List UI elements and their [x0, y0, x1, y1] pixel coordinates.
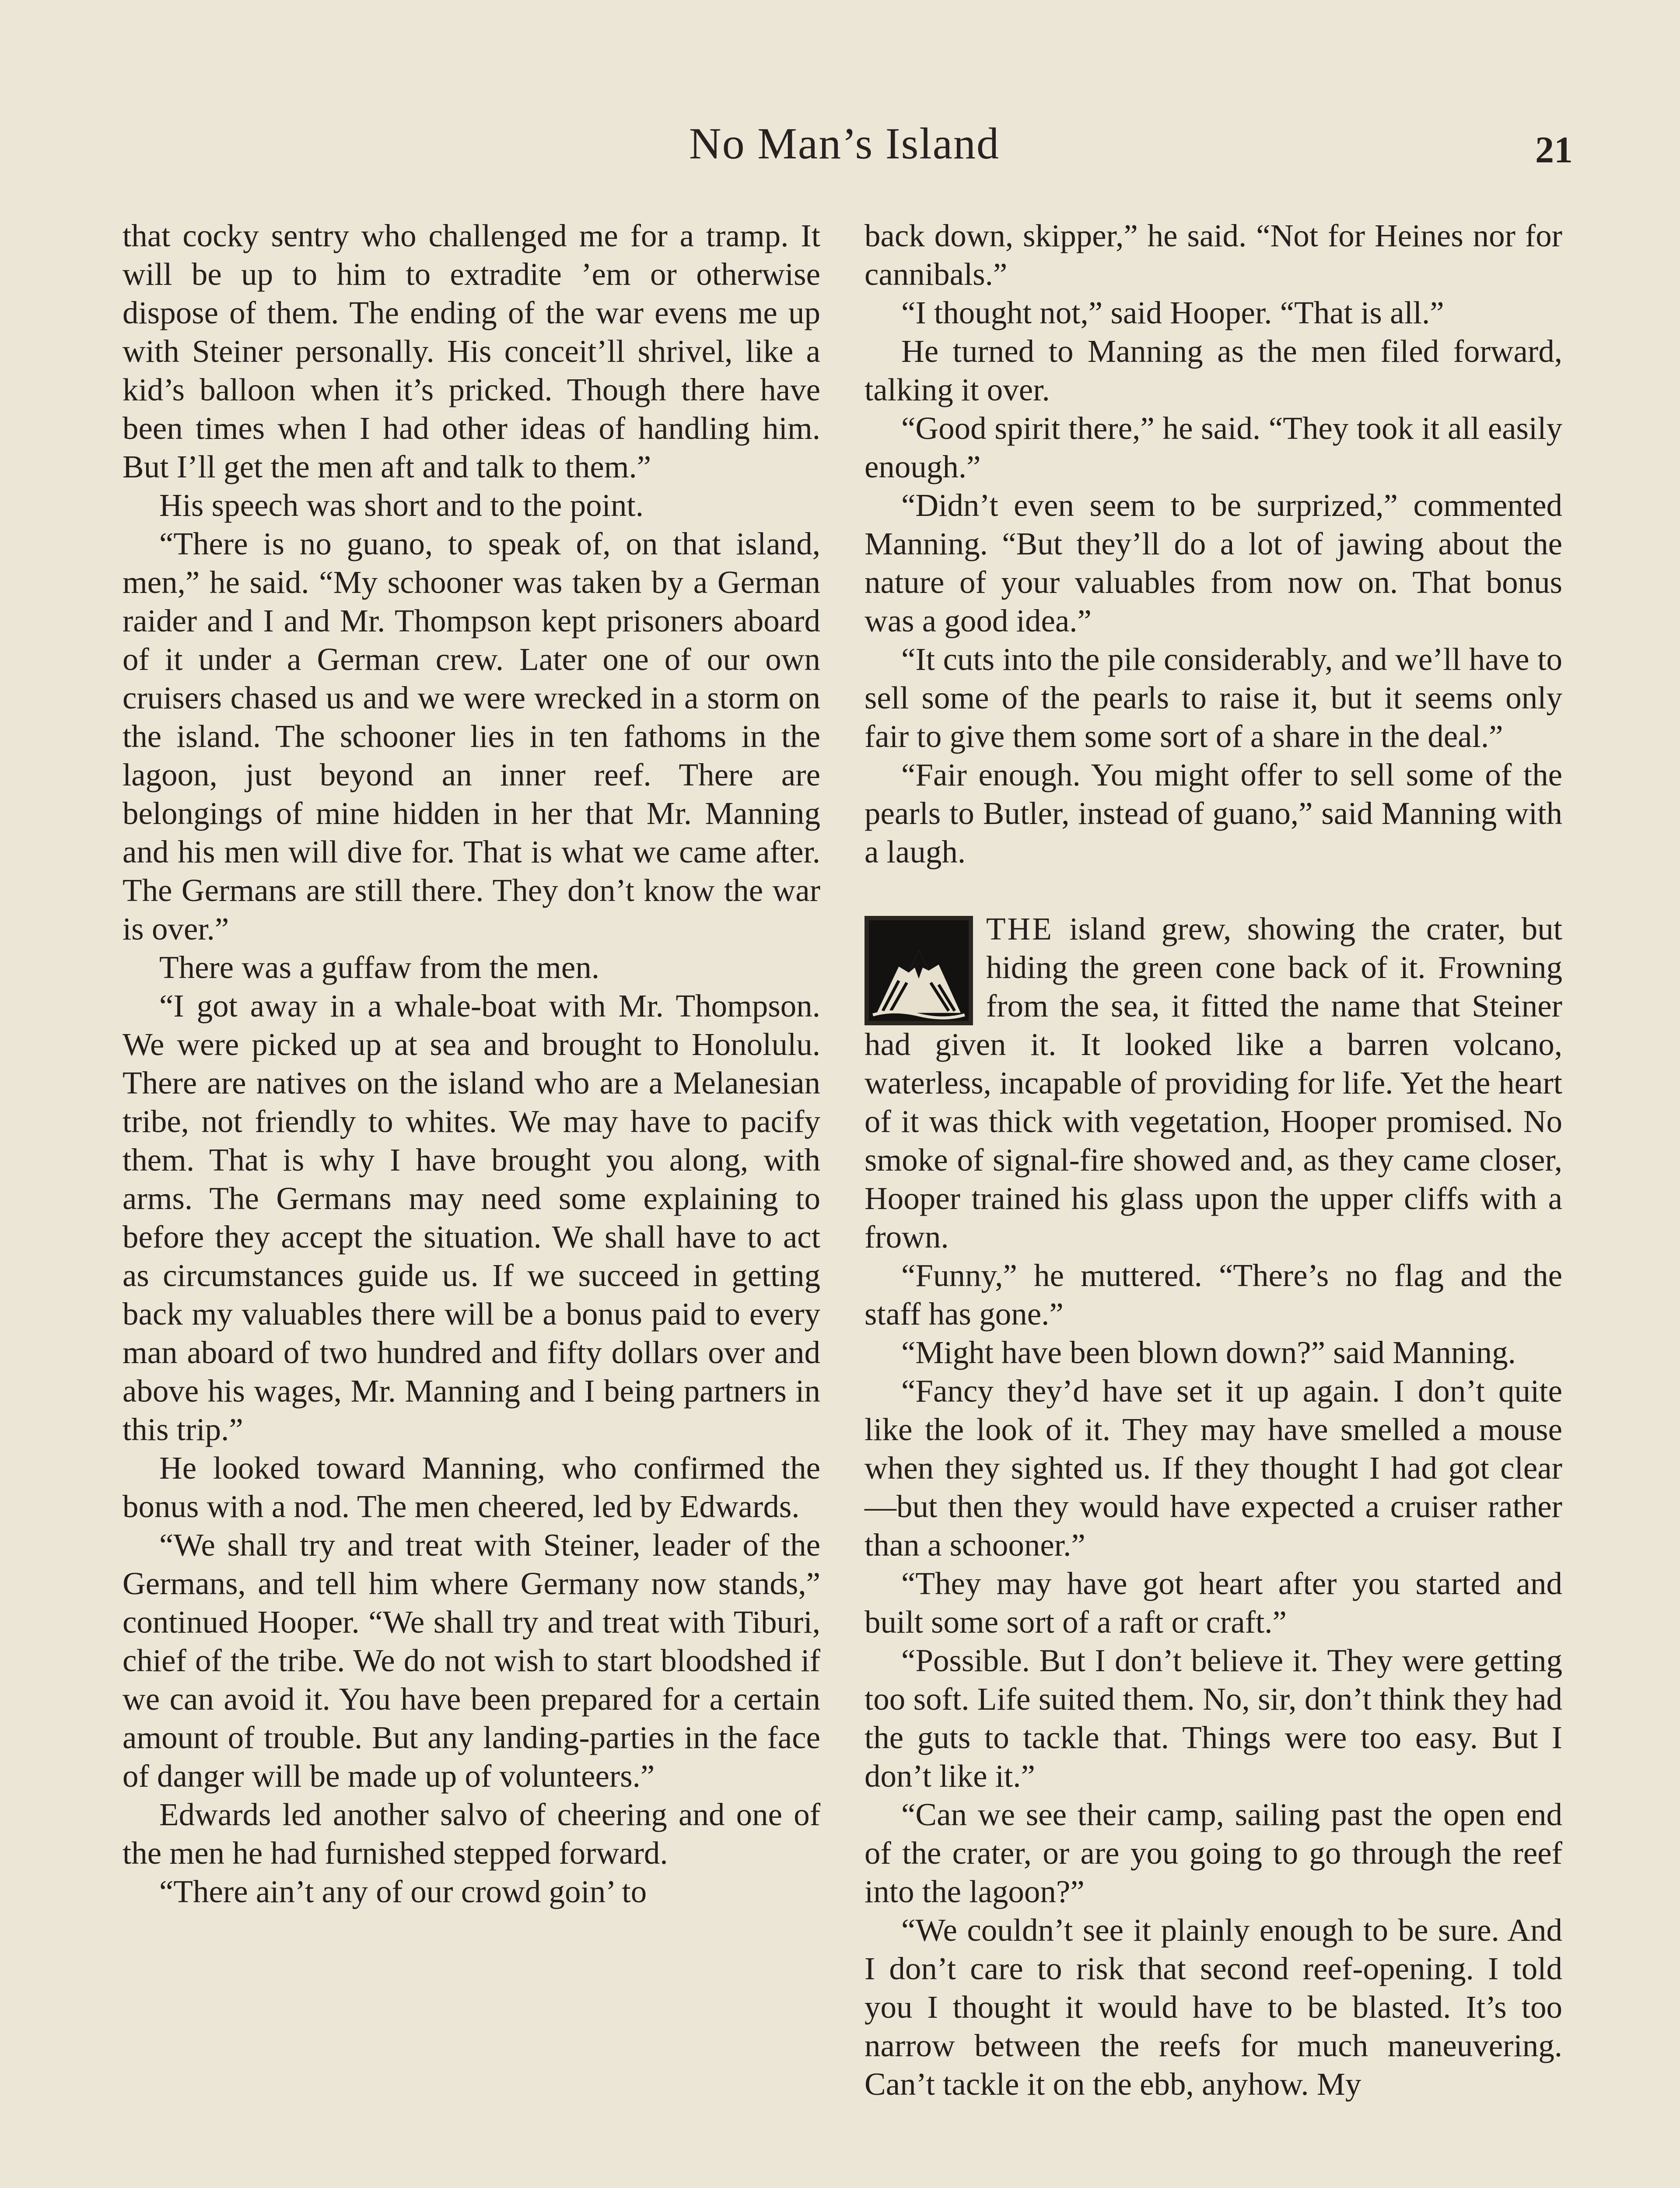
left-column — [122, 217, 820, 1911]
paragraph: “I thought not,” said Hooper. “That is all.” — [901, 295, 1444, 330]
paragraph: There was a guffaw from the men. — [159, 950, 600, 985]
paragraph: “I got away in a whale-boat with Mr. Thompson. We were picked up at sea and brought to Honolulu. There are natives on the island who are a Melanesian tribe, not friendly to whites. We may have to pacify them. That is why I have brought you along, with arms. The Germans may need some explaining to before they accept the situation. We shall have to act as circumstances guide us. If we succeed in getting back my valuables there will be a bonus paid to every man aboard of two hundred and fifty dollars over and above his wages, Mr. Manning and I being partners in this trip.” — [122, 988, 820, 1447]
paragraph: “Can we see their camp, sailing past the open end of the crater, or are you going to go through the reef into the lagoon?” — [864, 1797, 1562, 1909]
paragraph: He turned to Manning as the men filed forward, talking it over. — [864, 333, 1562, 407]
paragraph: “Possible. But I don’t believe it. They were getting too soft. Life suited them. No, sir, don’t think they had the guts to tackle that. Things were too easy. But I don’t like it.” — [864, 1643, 1562, 1794]
section-lead-word: THE — [986, 911, 1054, 947]
paragraph: His speech was short and to the point. — [159, 487, 644, 523]
paragraph: “There ain’t any of our crowd goin’ to — [159, 1874, 647, 1909]
paragraph: “Didn’t even seem to be surprized,” commented Manning. “But they’ll do a lot of jawing about the nature of your valuables from now on. That bonus was a good idea.” — [864, 487, 1562, 638]
paragraph: “We shall try and treat with Steiner, leader of the Germans, and tell him where Germany now stands,” continued Hooper. “We shall try and treat with Tiburi, chief of the tribe. We do not wish to start bloodshed if we can avoid it. You have been prepared for a certain amount of trouble. But any landing-parties in the face of danger will be made up of volunteers.” — [122, 1527, 820, 1794]
paragraph: He looked toward Manning, who confirmed the bonus with a nod. The men cheered, led by Edwards. — [122, 1450, 820, 1524]
paragraph: “They may have got heart after you started and built some sort of a raft or craft.” — [864, 1566, 1562, 1640]
section-opening-paragraph — [864, 910, 1562, 1256]
paragraph: that cocky sentry who challenged me for a tramp. It will be up to him to extradite ’em or otherwise dispose of them. The ending of the war evens me up with Steiner personally. His conceit’ll shrivel, like a kid’s balloon when it’s pricked. Though there have been times when I had other ideas of handling him. But I’ll get the men aft and talk to them.” — [122, 218, 820, 484]
paragraph: “Might have been blown down?” said Manning. — [901, 1335, 1516, 1370]
paragraph: “There is no guano, to speak of, on that island, men,” he said. “My schooner was taken by a German raider and I and Mr. Thompson kept prisoners aboard of it under a German crew. Later one of our own cruisers chased us and we were wrecked in a storm on the island. The schooner lies in ten fathoms in the lagoon, just beyond an inner reef. There are belongings of mine hidden in her that Mr. Manning and his men will dive for. That is what we came after. The Germans are still there. They don’t know the war is over.” — [122, 526, 820, 947]
running-title: No Man’s Island — [689, 119, 1000, 168]
paragraph: “We couldn’t see it plainly enough to be sure. And I don’t care to risk that second reef-opening. I told you I thought it would have to be blasted. It’s too narrow between the reefs for much maneuvering. Can’t tackle it on the ebb, anyhow. My — [864, 1912, 1562, 2102]
island-vignette-icon — [864, 916, 973, 1025]
paragraph: “Funny,” he muttered. “There’s no flag and the staff has gone.” — [864, 1258, 1562, 1332]
paragraph: Edwards led another salvo of cheering and one of the men he had furnished stepped forward. — [122, 1797, 820, 1871]
right-column — [864, 217, 1562, 2104]
section-opening-text: island grew, showing the crater, but hiding the green cone back of it. Frowning from the sea, it fitted the name that Steiner had given it. It looked like a barren volcano, waterless, incapable of providing for life. Yet the heart of it was thick with vegetation, Hooper promised. No smoke of signal-fire showed and, as they came closer, Hooper trained his glass upon the upper cliffs with a frown. — [864, 911, 1562, 1255]
paragraph: “Fancy they’d have set it up again. I don’t quite like the look of it. They may have smelled a mouse when they sighted us. If they thought I had got clear—but then they would have expected a cruiser rather than a schooner.” — [864, 1373, 1562, 1563]
paragraph: back down, skipper,” he said. “Not for Heines nor for cannibals.” — [864, 218, 1562, 292]
paragraph: “Good spirit there,” he said. “They took it all easily enough.” — [864, 410, 1562, 484]
paragraph: “Fair enough. You might offer to sell some of the pearls to Butler, instead of guano,” said Manning with a laugh. — [864, 757, 1562, 870]
paragraph: “It cuts into the pile considerably, and we’ll have to sell some of the pearls to raise it, but it seems only fair to give them some sort of a share in the deal.” — [864, 642, 1562, 754]
page-number: 21 — [1535, 129, 1573, 171]
